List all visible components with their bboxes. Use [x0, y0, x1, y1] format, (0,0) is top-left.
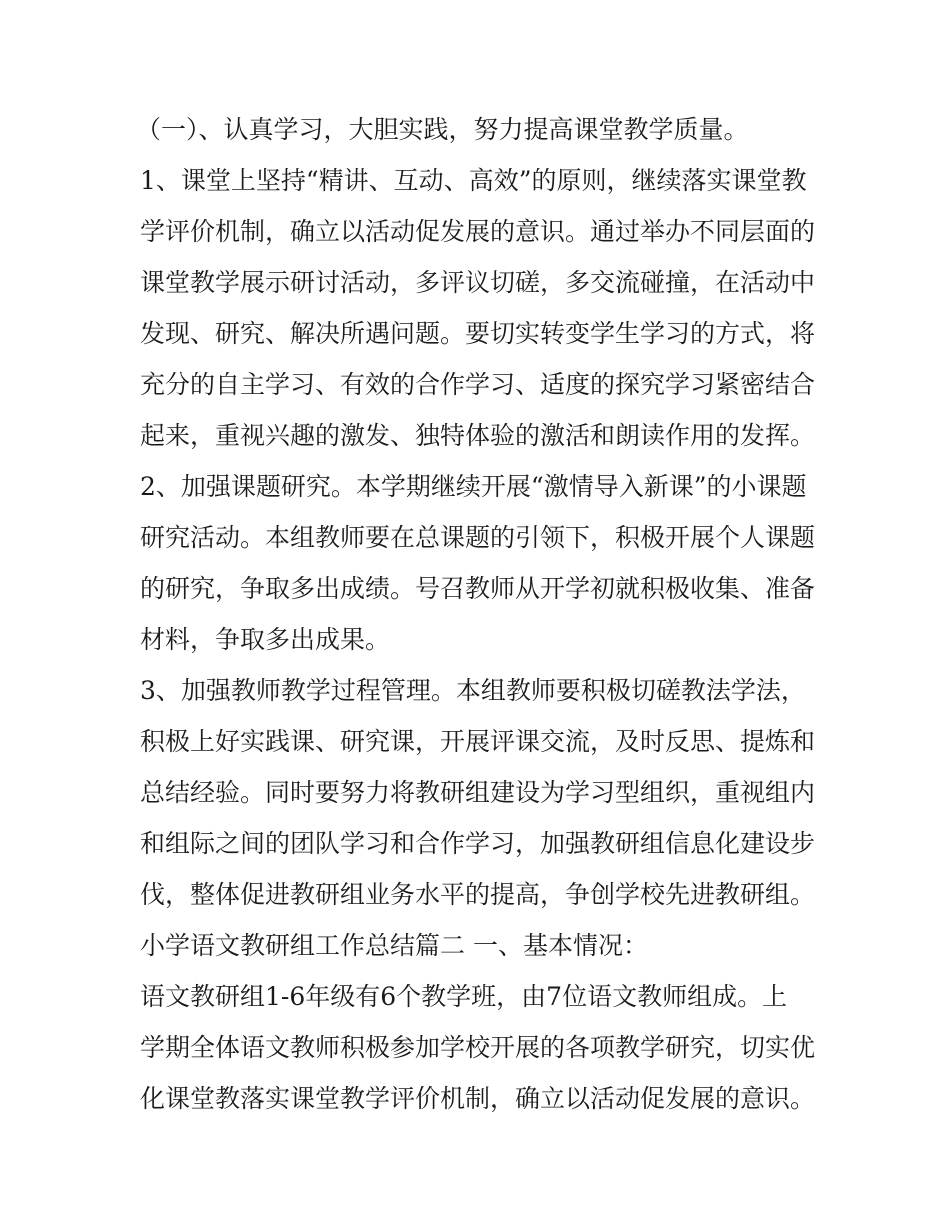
- document-body: [136, 104, 820, 1124]
- paragraph-line: 语文教研组1-6年级有6个教学班，由7位语文教师组成。上: [140, 982, 788, 1011]
- paragraph-line: 的研究，争取多出成绩。号召教师从开学初就积极收集、准备: [140, 574, 816, 603]
- paragraph-line: 1、课堂上坚持“精讲、互动、高效”的原则，继续落实课堂教: [140, 166, 807, 195]
- paragraph-line: 研究活动。本组教师要在总课题的引领下，积极开展个人课题: [140, 523, 816, 552]
- section-title: 小学语文教研组工作总结篇二 一、基本情况：: [140, 931, 648, 960]
- paragraph-line: 2、加强课题研究。本学期继续开展“激情导入新课”的小课题: [140, 472, 807, 501]
- paragraph-line: 充分的自主学习、有效的合作学习、适度的探究学习紧密结合: [140, 370, 816, 399]
- paragraph-line: 和组际之间的团队学习和合作学习，加强教研组信息化建设步: [140, 829, 816, 858]
- section-heading: （一）、认真学习，大胆实践，努力提高课堂教学质量。: [136, 115, 749, 144]
- paragraph-line: 化课堂教落实课堂教学评价机制，确立以活动促发展的意识。: [140, 1084, 816, 1113]
- paragraph-line: 课堂教学展示研讨活动，多评议切磋，多交流碰撞，在活动中: [140, 268, 816, 297]
- paragraph-line: 积极上好实践课、研究课，开展评课交流，及时反思、提炼和: [140, 727, 816, 756]
- paragraph-line: 学期全体语文教师积极参加学校开展的各项教学研究，切实优: [140, 1033, 816, 1062]
- paragraph-line: 学评价机制，确立以活动促发展的意识。通过举办不同层面的: [140, 217, 816, 246]
- paragraph-line: 起来，重视兴趣的激发、独特体验的激活和朗读作用的发挥。: [140, 421, 816, 450]
- paragraph-line: 材料，争取多出成果。: [140, 625, 391, 654]
- paragraph-line: 伐，整体促进教研组业务水平的提高，争创学校先进教研组。: [140, 880, 816, 909]
- paragraph-line: 发现、研究、解决所遇问题。要切实转变学生学习的方式，将: [140, 319, 816, 348]
- paragraph-line: 3、加强教师教学过程管理。本组教师要积极切磋教法学法，: [140, 676, 806, 705]
- paragraph-line: 总结经验。同时要努力将教研组建设为学习型组织，重视组内: [140, 778, 816, 807]
